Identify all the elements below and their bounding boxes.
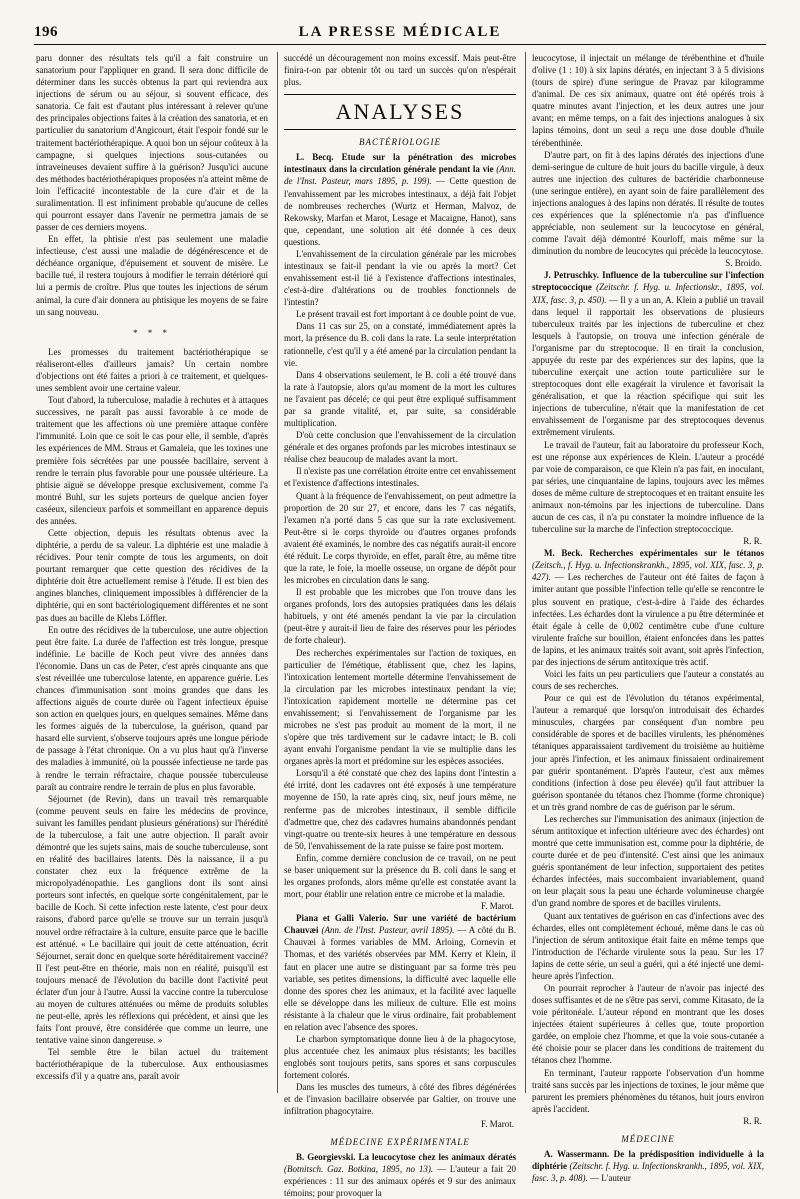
article-title: Etude sur la pénétration des microbes intestinaux dans la circulation générale pendant la vie <box>284 152 516 175</box>
article-reference: (Zeitschr. f. Hyg. u. Infectionskrankh., 1895, vol. XIX, fasc. 3, p. 408). <box>532 1161 765 1184</box>
analyses-heading: ANALYSES <box>284 94 516 130</box>
column-1 <box>36 52 268 1099</box>
article-author: B. Georgievski. <box>296 1151 356 1162</box>
paragraph: Cette question de l'envahissement par les microbes intestinaux, a déjà fait l'objet de nombreuses recherches (Wurtz et Herman, Malvoz, de Rekowsky, Marfan et Marot, Lesage et Macaigne, Hanot), sans que, cependant, une solution ait été donnée à ces deux questions. <box>284 176 516 247</box>
article-title: Influence de la tuberculine sur l'infection streptococcique <box>532 270 764 293</box>
column-divider <box>525 52 526 1093</box>
section-heading: MÉDECINE EXPÉRIMENTALE <box>330 1136 470 1147</box>
paragraph: Le travail de l'auteur, fait au laboratoire du professeur Koch, est une réponse aux expériences de Klein. L'auteur a procédé par voie de comparaison, ce que Klein n'a pas fait, en inoculant, par séries, une cinquantaine de lapins, toujours avec les mêmes doses de même culture de streptocoques et en traitant ensuite les animaux non-témoins par les injections de tuberculine. Dans aucun de ces cas, il n'a pu constater la moindre influence de la tuberculine sur la marche de l'infection streptococcique. <box>532 439 764 535</box>
paragraph: Les recherches sur l'immunisation des animaux (injection de sérum antitoxique et infection ultérieure avec des échardes) ont montré que cette immunisation est, comme pour la diphtérie, de courte durée et de peu d'intensité. C'est ainsi que les animaux guéris spontanément de leur infection, supportaient des petites échardes infectées, mais succombaient invariablement, quand on leur plaçait sous la peau une écharde volumineuse chargée d'un grand nombre de spores et de bacilles virulents. <box>532 813 764 909</box>
paragraph: Cette objection, depuis les résultats obtenus avec la diphtérie, a perdu de sa valeur. La diphtérie est une maladie à récidives. Pour tenir compte de tous les arguments, on doit pourtant remarquer que cette question des récidives de la diphtérie doit être actuellement remise à l'étude. Il est bien des angines blanches, cliniquement impossibles à différencier de la diphtérie, qui en sont bactériologiquement différentes et ne sont pas dues au bacille de Klebs Löffler. <box>36 527 268 623</box>
article-heading: B. Georgievski. La leucocytose chez les animaux dératés (Botnitsch. Gaz. Botkina, 1895, no 13). — L'auteur a fait 20 expériences : 11 sur des animaux opérés et 9 sur des animaux témoins; pour provoquer la <box>284 1151 517 1198</box>
column-2 <box>284 52 517 1198</box>
paragraph: Il n'existe pas une corrélation étroite entre cet envahissement et l'existence d'affections intestinales. <box>284 466 516 489</box>
article-heading: A. Wassermann. De la prédisposition individuelle à la diphtérie (Zeitschr. f. Hyg. u. Infectionskrankh., 1895, vol. XIX, fasc. 3, p. 408). — L'auteur <box>532 1149 765 1184</box>
paragraph: Dans 4 observations seulement, le B. coli a été trouvé dans la rate à l'autopsie, alors qu'au moment de la mort les cultures ne l'avaient pas décelé; ce qui peut être expliqué suffisamment par sa grande vitalité, et, par suite, sa considérable multiplication. <box>284 369 516 429</box>
header-rule <box>34 44 766 45</box>
article-heading: Piana et Galli Valerio. Sur une variété de bactérium Chauvæi (Ann. de l'Inst. Pasteur, avril 1895). — A côté du B. Chauvæi à formes variables de MM. Arloing, Cornevin et Thomas, et des variétés observées par MM. Kerry et Klein, il faut en placer une autre se distinguant par sa forme très peu variable, ses petites dimensions, la difficulté avec laquelle elle donne des spores chez les animaux, et la facilité avec laquelle elle se développe dans les milieux de culture. Elle est moins résistante à la chaleur que le virus ordinaire, fait probablement en relation avec l'absence des spores. <box>284 913 516 1032</box>
page-header <box>34 20 766 44</box>
paragraph: Des recherches expérimentales sur l'action de toxiques, en particulier de l'émétique, établissent que, chez les lapins, l'intoxication lentement mortelle détermine l'envahissement de la circulation par les microbes intestinaux pendant la vie; l'intoxication rapidement mortelle ne détermine pas cet envahissement; si l'envahissement de l'organisme par les microbes ne s'est pas produit au moment de la mort, il ne s'opère que très tardivement sur le cadavre intact; le B. coli ayant envahi l'organisme pendant la vie se multiplie dans les organes après la mort et prédomine sur les espèces associées. <box>284 647 516 767</box>
article-author: A. Wassermann. <box>544 1149 610 1160</box>
paragraph: D'où cette conclusion que l'envahissement de la circulation générale et des organes profonds par les microbes intestinaux se réalise chez beaucoup de malades avant la mort. <box>284 430 516 465</box>
paragraph: Quant aux tentatives de guérison en cas d'infections avec des échardes, elles ont complètement échoué, même dans le cas où l'injection de sérum antitoxique était faite en même temps que l'introduction de l'écharde virulente sous la peau. Sur les 17 lapins de cette série, un seul a guéri, qui a été injecté une demi-heure après l'infection. <box>532 910 764 981</box>
paragraph: L'auteur a fait 20 expériences : 11 sur des animaux opérés et 9 sur des animaux témoins; pour provoquer la <box>284 1163 517 1198</box>
column-divider <box>277 52 278 1093</box>
article-reference: (Ann. de l'Inst. Pasteur, avril 1895). <box>321 925 455 936</box>
article-heading: L. Becq. Etude sur la pénétration des microbes intestinaux dans la circulation générale pendant la vie (Ann. de l'Inst. Pasteur, mars 1895, p. 199). — Cette question de l'envahissement par les microbes intestinaux, a déjà fait l'objet de nombreuses recherches (Wurtz et Herman, Malvoz, de Rekowsky, Marfan et Marot, Lesage et Macaigne, Hanot), sans que, cependant, une solution ait été donnée à ces deux questions. <box>284 152 516 247</box>
paragraph: Tel semble être le bilan actuel du traitement bactériothérapique de la tuberculose. Aux enthousiasmes excessifs d'il y a quatre ans, paraît avoir <box>36 1047 268 1082</box>
paragraph: A côté du B. Chauvæi à formes variables de MM. Arloing, Cornevin et Thomas, et des variétés observées par MM. Kerry et Klein, il faut en placer une autre se distinguant par sa forme très peu variable, ses petites dimensions, la difficulté avec laquelle elle donne des spores chez les animaux, et la facilité avec laquelle elle se développe dans les milieux de culture. Elle est moins résistante à la chaleur que le virus ordinaire, fait probablement en relation avec l'absence des spores. <box>284 925 516 1032</box>
article-title: Recherches expérimentales sur le tétanos <box>589 548 765 559</box>
article-author: L. Becq. <box>296 152 334 163</box>
section-heading: MÉDECINE <box>621 1133 675 1144</box>
signature: S. Broido. <box>725 258 762 269</box>
article-author: J. Petruschky. <box>544 270 600 281</box>
article-title: De la prédisposition individuelle à la diphtérie <box>532 1149 764 1172</box>
article-reference: (Zeitschr. f. Hyg. u. Infectionskr., 1895, vol. XIX, fasc. 3, p. 450). <box>532 282 765 305</box>
paragraph: Dans les muscles des tumeurs, à côté des fibres dégénérées et de l'invasion bacillaire observée par Galtier, on trouve une infiltration phagocytaire. <box>284 1082 516 1117</box>
paragraph: Pour ce qui est de l'évolution du tétanos expérimental, l'auteur a remarqué que lorsqu'on introduisait des échardes minuscules, chargées par conséquent d'un nombre peu considérable de spores et de bacilles virulents, les phénomènes tétaniques apparaissaient tardivement du troisième au huitième jour après l'infection, et les animaux finissaient ordinairement par guérir spontanément. D'après l'auteur, c'est aux mêmes conditions (infection à dose peu élevée) qu'il faut attribuer la guérison spontanée du tétanos chez l'homme (forme chronique) et un très grand nombre de cas de guérison par le sérum. <box>532 693 764 812</box>
paragraph: Il y a un an, A. Klein a publié un travail dans lequel il rapportait les observations de plusieurs tuberculeux traités par les injections de tuberculine et chez lesquels à l'autopsie, on trouva une infection générale de l'organisme par du streptocoque. Il en tirait la conclusion, appuyée du reste par des expériences sur des lapins, que la tuberculine exerçait une action toute particulière sur le streptocoques dont elle exagérait la virulence et favorisait la généralisation, et que la réaction spécifique qui suit les injections de tuberculine, n'était que la manifestation de cet envahissement de l'organisme par des streptocoques devenus extrêmement virulents. <box>532 294 764 438</box>
paragraph: Voici les faits un peu particuliers que l'auteur a constatés au cours de ses recherches. <box>532 668 764 692</box>
paragraph: L'auteur <box>601 1173 631 1184</box>
paragraph: Séjournet (de Revin), dans un travail très remarquable (comme peuvent seuls en faire les médecins de province, suivant les familles pendant plusieurs générations) sur l'hérédité de la tuberculose, a fait une autre objection. Il paraît avoir démontré que les sujets sains, mais de souche tuberculeuse, sont en réalité des bacillaires latents. Dès la naissance, il a pu constater chez eux la fréquence extrême de la micropolyadénopathie. Les ganglions dont ils sont ainsi porteurs sont infectés, en quelque sorte congénitalement, par le bacille de Koch. Si cette infection reste latente, c'est pour deux raisons, d'abord parce qu'elle se trouve sur un terrain jusqu'à nouvel ordre réfractaire à la culture, ensuite parce que le bacille est atténué. « Le bacillaire qui jouit de cette atténuation, écrit Séjournet, serait donc en quelque sorte héréditairement vacciné? Il l'est peut-être en théorie, mais non en réalité, puisqu'il est toujours menacé de l'évolution du bacille dont l'activité peut éclater d'un jour à l'autre. Aussi la vaccine contre la tuberculose au moyen de cultures atténuées ou même de produits solubles ne peut-elle, après les réflexions qui précèdent, et ainsi que les faits l'ont prouvé, être considérée que comme un leurre, une tentative vaine sinon dangereuse. » <box>36 793 268 1046</box>
signature: R. R. <box>743 536 762 547</box>
paragraph: D'autre part, on fit à des lapins dératés des injections d'une demi-seringue de culture de huit jours du bacille virgule, à deux autres une injection des cultures de bactéridie charbonneuse (une seringue entière), en ayant soin de faire parallèlement des injections analogues à des lapins non dératés. Il résulte de toutes ces expériences que la splénectomie n'a pas d'influence appréciable, non seulement sur la leucocytose en général, comme l'avait déjà démontré Kourloff, mais même sur la diminution du nombre de leucocytes qui précède la leucocytose. <box>532 149 764 257</box>
paragraph: succédé un découragement non moins excessif. Mais peut-être finira-t-on par obtenir tôt ou tard un succès qu'on n'espérait plus. <box>284 53 516 88</box>
paragraph: On pourrait reprocher à l'auteur de n'avoir pas injecté des doses suffisantes et de ne s'être pas servi, comme Kitasato, de la voie péritonéale. L'auteur répond en montrant que les doses injectées étaient supérieures à celles que, toute proportion gardée, on emploie chez l'homme, et que la voie sous-cutanée a été choisie pour se placer dans les conditions de traitement du tétanos chez l'homme. <box>532 983 764 1066</box>
paragraph: Dans 11 cas sur 25, on a constaté, immédiatement après la mort, la présence du B. coli dans la rate. La seule interprétation rationnelle, c'est qu'il y a été amené par la circulation pendant la vie. <box>284 321 516 368</box>
column-3 <box>532 52 765 1184</box>
paragraph: Enfin, comme dernière conclusion de ce travail, on ne peut se baser uniquement sur la présence du B. coli dans le sang et les organes profonds, alors même qu'elle est constatée avant la mort, pour établir une relation entre ce microbe et la maladie. <box>284 852 516 900</box>
paragraph: Le présent travail est fort important à ce double point de vue. <box>296 309 516 320</box>
paragraph: leucocytose, il injectait un mélange de térébenthine et d'huile d'olive (1 : 10) à six lapins dératés, en injectant 3 à 5 divisions (tours de spire) d'une seringue de Pravaz par kilogramme d'animal. De ces six animaux, quatre ont été opérés trois à quatre minutes avant l'injection, et les deux autres une jour avant; en même temps, on a fait des injections analogues à six lapins témoins, dont un seul a reçu une dose double d'huile térébenthinée. <box>532 53 764 148</box>
paragraph: En terminant, l'auteur rapporte l'observation d'un homme traité sans succès par les injections de toxines, le jour même que parurent les premiers phénomènes du tétanos, huit jours environ après l'accident. <box>532 1067 764 1114</box>
page-number: 196 <box>34 24 58 40</box>
article-title: La leucocytose chez les animaux dératés <box>358 1151 516 1162</box>
paragraph: Lorsqu'il a été constaté que chez des lapins dont l'intestin a été irrité, dont les cadavres ont été exposés à une température moyenne de 150, la rate après cinq, six, neuf jours même, ne renferme pas de microbes intestinaux, il semble difficile d'admettre que, chez des cadavres humains abandonnés pendant vingt-quatre ou trente-six heures à une température en dessous de 50, l'envahissement de la rate puisse se faire post mortem. <box>284 768 516 851</box>
paragraph: En effet, la phtisie n'est pas seulement une maladie infectieuse, c'est aussi une maladie de dégénérescence et de déchéance organique, d'épuisement et souvent de misère. Le bacille tué, il restera toujours à modifier le terrain détérioré qui lui a permis de croître. Plus que toutes les injections de sérum animal, la cure d'air donnera au phtisique les moyens de se faire un sang nouveau. <box>36 234 268 317</box>
signature: F. Marot. <box>480 1118 514 1129</box>
article-title: Sur une variété de bactérium Chauvæi <box>284 913 516 936</box>
article-reference: (Ann. de l'Inst. Pasteur, mars 1895, p. 199). <box>284 164 516 187</box>
paragraph: Tout d'abord, la tuberculose, maladie à rechutes et à attaques successives, ne paraît pas aussi favorable à ce mode de traitement que les affections où une première attaque confère l'immunité. Loin que ce soit le cas pour elle, il semble, d'après les expériences de MM. Straus et Gamaleia, que les toxines une première fois sécrétées par une poussée bacillaire, servent à rendre le terrain plus favorable pour une poussée ultérieure. La phtisie aiguë se développe presque exclusivement, comme l'a montré Buhl, sur les sujets porteurs de quelque ancien foyer caséeux, silencieux parfois et sommeillant en apparence depuis des années. <box>36 395 268 526</box>
article-reference: (Zeitsch., f. Hyg. u. Infectionskrankh., 1895, vol. XIX, fasc. 3, p. 427). <box>532 560 764 583</box>
article-heading: M. Beck. Recherches expérimentales sur le tétanos (Zeitsch., f. Hyg. u. Infectionskrankh., 1895, vol. XIX, fasc. 3, p. 427). — Les recherches de l'auteur ont été faites de façon à imiter autant que possible l'infection telle qu'elle se rencontre le plus souvent en pratique, c'est-à-dire à l'aide des échardes infectées. Les échardes dont la virulence a pu être déterminée et était égale à celle de 0,002 centimètre cube d'une culture virulente fraîche sur bouillon, étaient enfoncées dans les pattes de lapins, et les animaux traités soit avant, soit après l'infection, par des injections de sérum antitoxique très actif. <box>532 548 765 667</box>
article-author: M. Beck. <box>544 548 583 559</box>
section-stars: * * * <box>133 327 171 338</box>
article-author: Piana et Galli Valerio. <box>296 913 389 924</box>
signature: R. R. <box>743 1115 762 1126</box>
paragraph: paru donner des résultats tels qu'il a fait construire un sanatorium pour l'appliquer en grand. Il sera donc difficile de déterminer dans les succès obtenus la part qui reviendra aux injections de sérum ou au séjour, si souvent efficace, des sanatoria. Ce fait est d'autant plus intéressant à relever qu'une des principales objections faites à la création des sanatoria, et en particulier du sanatorium d'Angicourt, était l'espoir fondé sur le traitement bactériothérapique. A quoi bon un séjour coûteux à la campagne, si quelques injections sous-cutanées ou intraveineuses devaient suffire à la guérison? Jusqu'ici aucune des méthodes bactériothérapiques proposées n'a atteint même de loin l'efficacité incontestable de la cure d'air et de la suralimentation. Il est infiniment probable qu'aucune de celles qui pourront essayer dans l'avenir ne permettra jamais de se passer de ces derniers moyens. <box>36 53 268 233</box>
article-reference: (Botnitsch. Gaz. Botkina, 1895, no 13). <box>284 1163 434 1174</box>
article-heading: J. Petruschky. Influence de la tuberculine sur l'infection streptococcique (Zeitschr. f. Hyg. u. Infectionskr., 1895, vol. XIX, fasc. 3, p. 450). — Il y a un an, A. Klein a publié un travail dans lequel il rapportait les observations de plusieurs tuberculeux traités par les injections de tuberculine et chez lesquels à l'autopsie, on trouva une infection générale de l'organisme par du streptocoque. Il en tirait la conclusion, appuyée du reste par des expériences sur des lapins, que la tuberculine exerçait une action toute particulière sur le streptocoques dont elle exagérait la virulence et favorisait la généralisation, et que la réaction spécifique qui suit les injections de tuberculine, n'était que la manifestation de cet envahissement de l'organisme par des streptocoques devenus extrêmement virulents. <box>532 270 765 438</box>
paragraph: Il est probable que les microbes que l'on trouve dans les organes profonds, lors des autopsies pratiquées dans les délais habituels, y ont été amenés pendant la vie par la circulation (peut-être y aurait-il lieu de faire des réserves pour les périodes de forte chaleur). <box>284 587 516 646</box>
paragraph: Le charbon symptomatique donne lieu à de la phagocytose, plus accentuée chez les animaux plus résistants; les bacilles englobés sont toujours petits, sans spores et sans corpuscules fortement colorés. <box>284 1034 516 1081</box>
paragraph: Les recherches de l'auteur ont été faites de façon à imiter autant que possible l'infection telle qu'elle se rencontre le plus souvent en pratique, c'est-à-dire à l'aide des échardes infectées. Les échardes dont la virulence a pu être déterminée et était égale à celle de 0,002 centimètre cube d'une culture virulente fraîche sur bouillon, étaient enfoncées dans les pattes de lapins, et les animaux traités soit avant, soit après l'infection, par des injections de sérum antitoxique très actif. <box>532 572 764 667</box>
paragraph: Quant à la fréquence de l'envahissement, on peut admettre la proportion de 20 sur 27, et encore, dans les 7 cas négatifs, l'examen n'a porté dans 5 cas que sur la rate exclusivement. Peut-être si le corps thyroïde ou d'autres organes profonds avaient été examinés, le nombre des cas négatifs aurait-il encore été réduit. Le corps thyroïde, en effet, paraît être, au même titre que la rate, le foie, la moelle osseuse, un organe de dépôt pour les microbes en circulation dans le sang. <box>284 490 516 586</box>
paragraph: Les promesses du traitement bactériothérapique se réaliseront-elles d'ailleurs jamais? Un certain nombre d'objections ont été faites a priori à ce traitement, et quelques-unes semblent avoir une certaine valeur. <box>36 346 268 394</box>
signature: F. Marot. <box>480 901 514 912</box>
paragraph: En outre des récidives de la tuberculose, une autre objection peut être faite. La durée de l'affection est très longue, presque indéfinie. Le bacille de Koch peut vivre des années dans l'économie. Dans un cas de Peter, c'est après cinquante ans que s'est réveillée une tuberculose latente, en apparence guérie. Les chances d'immunisation sont moins grandes que dans les affections aiguës de courte durée où l'agent infectieux épuise son action en quelques jours, en quelques semaines. Même dans les formes aiguës de la tuberculose, la guérison, quand par hasard elle survient, s'observe toujours après une longue période de passage à l'état chronique. On a vu plus haut qu'à l'inverse des maladies à immunité, où la poussée infectieuse ne tarde pas à rendre le terrain réfractaire, chaque poussée tuberculeuse paraît au contraire rendre le terrain de plus en plus favorable. <box>36 624 268 792</box>
paragraph: L'envahissement de la circulation générale par les microbes intestinaux se fait-il pendant la vie ou après la mort? Cet envahissement est-il lié à l'existence d'affections intestinales, c'est-à-dire d'altérations ou de troubles fonctionnels de l'intestin? <box>284 248 516 308</box>
journal-title: LA PRESSE MÉDICALE <box>298 24 502 40</box>
section-heading: BACTÉRIOLOGIE <box>359 137 441 148</box>
